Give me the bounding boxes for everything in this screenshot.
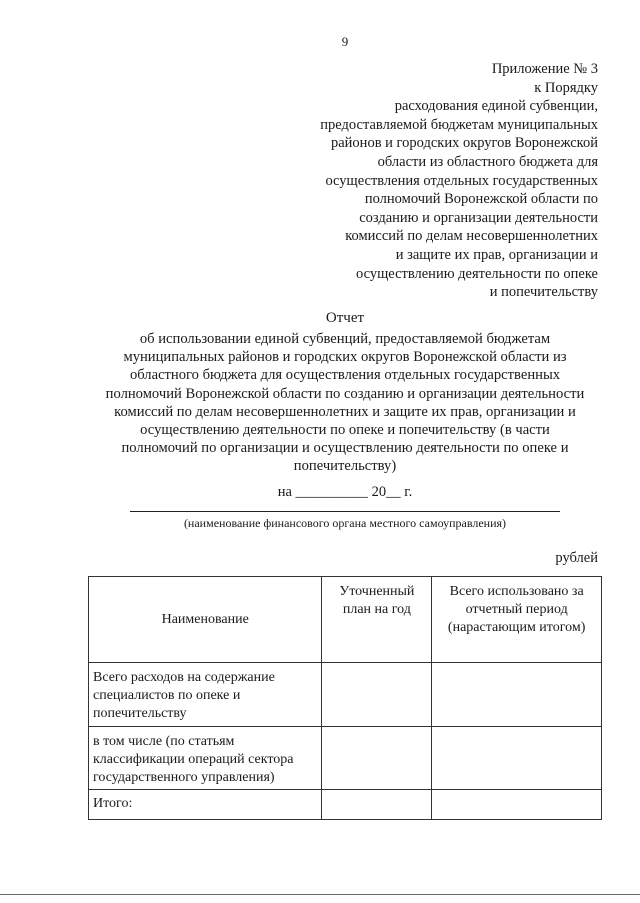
report-line: полномочий Воронежской области по созданию и организации деятельности bbox=[105, 385, 585, 402]
report-line: осуществлению деятельности по опеке и попечительству (в части bbox=[140, 422, 550, 439]
appendix-line: комиссий по делам несовершеннолетних bbox=[345, 228, 598, 245]
page-number: 9 bbox=[341, 34, 349, 49]
page-bottom-rule bbox=[0, 894, 640, 895]
appendix-line: осуществлению деятельности по опеке bbox=[356, 265, 598, 282]
finance-organ-underline bbox=[130, 511, 560, 512]
finance-organ-caption: (наименование финансового органа местного самоуправления) bbox=[183, 516, 507, 530]
row-label: Всего расходов на содержание специалистов по опеке и попечительству bbox=[89, 663, 322, 727]
report-line: муниципальных районов и городских округов Воронежской области из bbox=[123, 349, 567, 366]
report-line: комиссий по делам несовершеннолетних и защите их прав, организации и bbox=[114, 403, 576, 420]
header-name: Наименование bbox=[89, 577, 322, 663]
row-used-cell[interactable] bbox=[432, 727, 602, 790]
table-row bbox=[89, 727, 602, 790]
table-header-row bbox=[89, 577, 602, 663]
row-label: Итого: bbox=[89, 790, 322, 820]
row-plan-cell[interactable] bbox=[322, 663, 432, 727]
report-line: об использовании единой субвенций, предоставляемой бюджетам bbox=[139, 331, 551, 347]
appendix-header bbox=[298, 60, 598, 302]
appendix-line: Приложение № 3 bbox=[491, 61, 598, 77]
appendix-line: созданию и организации деятельности bbox=[359, 209, 598, 226]
row-used-cell[interactable] bbox=[432, 663, 602, 727]
currency-unit: рублей bbox=[555, 550, 598, 566]
report-table bbox=[88, 576, 602, 820]
header-plan: Уточненный план на год bbox=[322, 577, 432, 663]
appendix-line: осуществления отдельных государственных bbox=[325, 172, 598, 189]
appendix-line: районов и городских округов Воронежской bbox=[330, 135, 598, 152]
appendix-line: и защите их прав, организации и bbox=[395, 246, 598, 263]
report-title: Отчет bbox=[325, 310, 365, 326]
report-line: попечительству) bbox=[293, 458, 397, 475]
report-date-line: на __________ 20__ г. bbox=[277, 484, 413, 500]
row-plan-cell[interactable] bbox=[322, 727, 432, 790]
appendix-line: и попечительству bbox=[489, 284, 598, 301]
appendix-line: полномочий Воронежской области по bbox=[364, 191, 598, 208]
report-line: областного бюджета для осуществления отдельных государственных bbox=[129, 367, 561, 384]
appendix-line: области из областного бюджета для bbox=[377, 153, 598, 170]
header-used: Всего использовано за отчетный период (нарастающим итогом) bbox=[432, 577, 602, 663]
appendix-line: предоставляемой бюджетам муниципальных bbox=[320, 116, 598, 133]
row-plan-cell[interactable] bbox=[322, 790, 432, 820]
row-used-cell[interactable] bbox=[432, 790, 602, 820]
row-label: в том числе (по статьям классификации операций сектора государственного управления) bbox=[89, 727, 322, 790]
report-line: полномочий по организации и осуществлению деятельности по опеке и bbox=[121, 440, 569, 457]
table-row bbox=[89, 790, 602, 820]
appendix-line: расходования единой субвенции, bbox=[394, 98, 598, 115]
appendix-line: к Порядку bbox=[534, 79, 598, 96]
report-description bbox=[70, 330, 620, 476]
table-row bbox=[89, 663, 602, 727]
